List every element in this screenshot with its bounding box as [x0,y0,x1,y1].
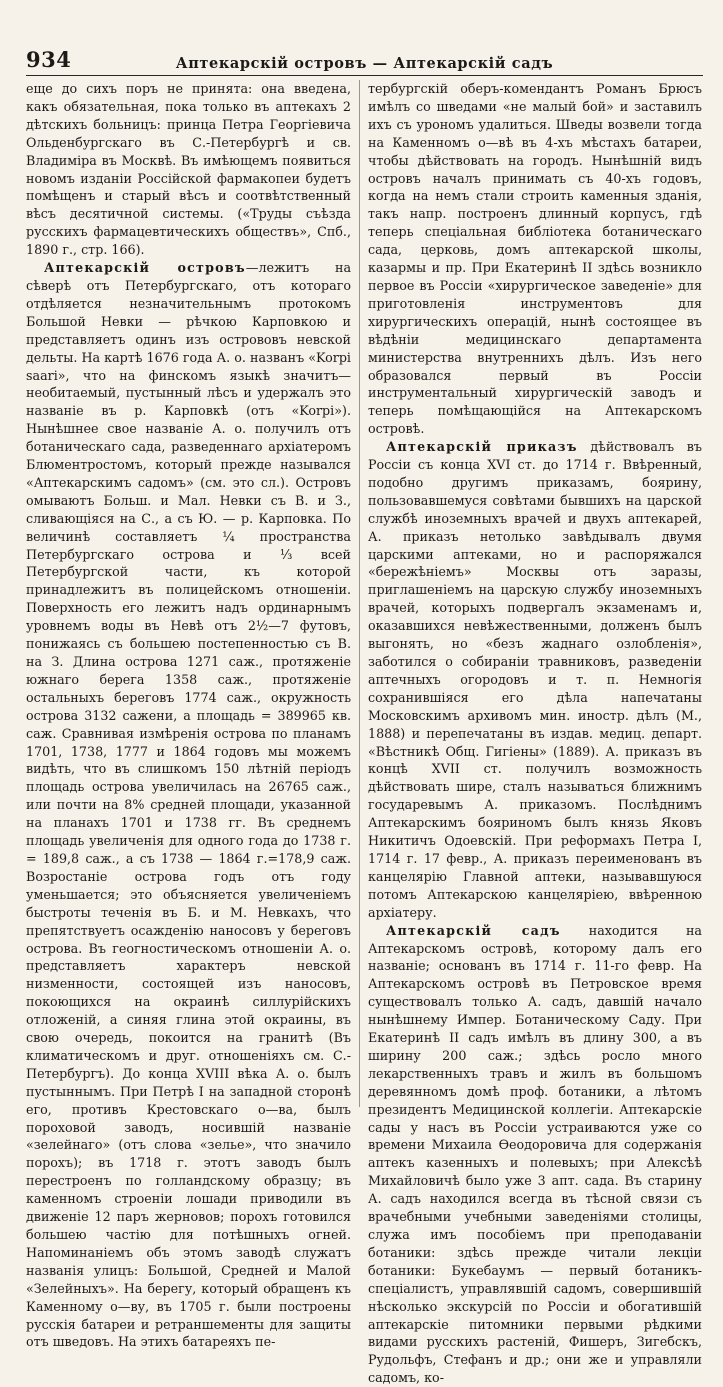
left-column [26,80,352,1350]
running-head: Аптекарскій островъ — Аптекарскій садъ [175,55,554,72]
article-aptekarsky-island [26,259,351,1351]
page-header [26,46,703,72]
header-rule [26,75,703,76]
article-aptekarsky-garden [368,922,702,1387]
article-continuation: еще до сихъ поръ не принята: она введена, какъ обязательная, пока только въ аптекахъ 2 дѣтскихъ больницъ: принца Петра Георгіевича Ольденбургскаго въ С.-Петербургѣ и св. Владиміра въ Москвѣ. Въ имѣющемъ появиться новомъ изданіи Россійской фармакопеи будетъ помѣщенъ и старый вѣсъ и соотвѣтственный вѣсъ десятичной системы. («Труды съѣзда русскихъ фармацевтическихъ обществъ», Спб., 1890 г., стр. 166). [26,81,351,258]
page-number: 934 [26,47,72,72]
entry-term: Аптекарскій островъ [44,260,246,276]
entry-text: находится на Аптекарскомъ островѣ, которому далъ его названіе; основанъ въ 1714 г. 11-го февр. На Аптекарскомъ островѣ въ Петровское время существовалъ только А. садъ, давшій начало нынѣшнему Импер. Ботаническому Саду. При Екатеринѣ II садъ имѣлъ въ длину 300, а въ ширину 200 саж.; здѣсь росло много лекарственныхъ травъ и жилъ въ большомъ деревянномъ домѣ проф. ботаники, а лѣтомъ президентъ Медицинской коллегіи. Аптекарскіе сады у насъ въ Россіи устраиваются уже со времени Михаила Ѳеодоровича для содержанія аптекъ казенныхъ и полевыхъ; при Алексѣѣ Михайловичѣ было уже 3 апт. сада. Въ старину А. садъ находился всегда въ тѣсной связи съ врачебными учебными заведеніями столицы, служа имъ пособіемъ при преподаваніи ботаники: здѣсь прежде читали лекціи ботаники: Букебаумъ — первый ботаникъ-спеціалистъ, управлявшій садомъ, совершившій нѣсколько экскурсій по Россіи и обогатившій аптекарскіе питомники первыми рѣдкими видами русскихъ растеній, Фишеръ, Зигебскъ, Рудольфъ, Стефанъ и др.; они же и управляли садомъ, ко- [368,922,702,1386]
entry-text: —лежитъ на сѣверѣ отъ Петербургскаго, отъ котораго отдѣляется незначительнымъ протокомъ Большой Невки — рѣчкою Карповкою и представляетъ одинъ изъ острововъ невской дельты. На картѣ 1676 года А. о. названъ «Korpi saari», что на финскомъ языкѣ значитъ—необитаемый, пустынный лѣсъ и удержалъ это названіе въ р. Карповкѣ (отъ «Korpi»). Нынѣшнее свое названіе А. о. получилъ отъ ботаническаго сада, разведеннаго архіатеромъ Блюментростомъ, который прежде назывался «Аптекарскимъ садомъ» (см. это сл.). Островъ омываютъ Больш. и Мал. Невки съ В. и З., сливающіяся на С., а съ Ю. — р. Карповка. По величинѣ составляетъ ¼ пространства Петербургскаго острова и ⅓ всей Петербургской части, къ которой принадлежитъ въ полицейскомъ отношеніи. Поверхность его лежитъ надъ ординарнымъ уровнемъ воды въ Невѣ отъ 2½—7 футовъ, понижаясь съ большею постепенностью съ В. на З. Длина острова 1271 саж., протяженіе южнаго берега 1358 саж., протяженіе остальныхъ береговъ 1774 саж., окружность острова 3132 сажени, а площадь = 389965 кв. саж. Сравнивая измѣренія острова по планамъ 1701, 1738, 1777 и 1864 годовъ мы можемъ видѣть, что въ слишкомъ 150 лѣтній періодъ площадь острова увеличилась на 26765 саж., или почти на 8% средней площади, указанной на планахъ 1701 и 1738 гг. Въ среднемъ площадь увеличенія для одного года до 1738 г. = 189,8 саж., а съ 1738 — 1864 г.=178,9 саж. Возростаніе острова годъ отъ году уменьшается; это объясняется увеличеніемъ быстроты теченія въ Б. и М. Невкахъ, что препятствуетъ осажденію наносовъ у береговъ острова. Въ геогностическомъ отношеніи А. о. представляетъ характеръ невской низменности, состоящей изъ наносовъ, покоющихся на окраинѣ силлурійскихъ отложеній, а синяя глина этой окраины, въ свою очередь, покоится на гранитѣ (Въ климатическомъ и друг. отношеніяхъ см. С.-Петербургъ). До конца XVIII вѣка А. о. былъ пустыннымъ. При Петрѣ I на западной сторонѣ его, противъ Крестовскаго о—ва, былъ пороховой заводъ, носившій названіе «зелейнаго» (отъ слова «зелье», что значило порохъ); въ 1718 г. этотъ заводъ былъ перестроенъ по голландскому образцу; въ каменномъ строеніи лошади приводили въ движеніе 12 паръ жерновов; порохъ готовился большею частію для потѣшныхъ огней. Напоминаніемъ объ этомъ заводѣ служатъ названія улицъ: Большой, Средней и Малой «Зелейныхъ». На берегу, который обращенъ къ Каменному о—ву, въ 1705 г. были построены русскія батареи и ретраншементы для защиты отъ шведовъ. На этихъ батареяхъ пе- [26,260,352,1350]
column-divider [359,80,360,1107]
entry-text: дѣйствовалъ въ Россіи съ конца XVI ст. до 1714 г. Ввѣренный, подобно другимъ приказамъ, боярину, пользовавшемуся совѣтами бывшихъ на царской службѣ иноземныхъ врачей и двухъ аптекарей, А. приказъ нетолько завѣдывалъ двумя царскими аптеками, но и распоряжался «бережѣніемъ» Москвы отъ заразы, приглашеніемъ на царскую службу иноземныхъ врачей, которыхъ подвергалъ экзаменамъ и, оказавшихся невѣжественными, долженъ былъ выгонять, но «безъ жаднаго озлобленія», заботился о собираніи травниковъ, разведеніи аптечныхъ огородовъ и т. п. Немногія сохранившіяся его дѣла напечатаны Московскимъ архивомъ мин. иностр. дѣлъ (М., 1888) и перепечатаны въ издав. медиц. департ. «Вѣстникѣ Общ. Гигіены» (1889). А. приказъ въ концѣ XVII ст. получилъ возможность дѣйствовать шире, сталъ называться ближнимъ государевымъ А. приказомъ. Послѣднимъ Аптекарскимъ бояриномъ былъ князь Яковъ Никитичъ Одоевскій. При реформахъ Петра I, 1714 г. 17 февр., А. приказъ переименованъ въ канцелярію Главной аптеки, называвшуюся потомъ Аптекарскою канцеляріею, ввѣренною архіатеру. [368,439,702,920]
article-aptekarsky-prikaz [368,438,702,921]
entry-term: Аптекарскій садъ [386,922,561,938]
entry-term: Аптекарскій приказъ [386,439,578,455]
right-column [368,80,702,1386]
article-continuation-right: тербургскій оберъ-комендантъ Романъ Брюсъ имѣлъ со шведами «не малый бой» и заставилъ ихъ съ урономъ удалиться. Шведы возвели тогда на Каменномъ о—вѣ въ 4-хъ мѣстахъ батареи, чтобы дѣйствовать на городъ. Нынѣшній видъ островъ началъ принимать съ 40-хъ годовъ, когда на немъ стали строить каменныя зданія, такъ напр. построенъ длинный корпусъ, гдѣ теперь спеціальная библіотека ботаническаго сада, церковь, домъ аптекарской школы, казармы и пр. При Екатеринѣ II здѣсь возникло первое въ Россіи «хирургическое заведеніе» для приготовленія инструментовъ для хирургическихъ операцій, нынѣ состоящее въ вѣдѣніи медицинскаго департамента министерства внутреннихъ дѣлъ. Изъ него образовался первый въ Россіи инструментальный хирургическій заводъ и теперь помѣщающійся на Аптекарскомъ островѣ. [368,81,702,437]
